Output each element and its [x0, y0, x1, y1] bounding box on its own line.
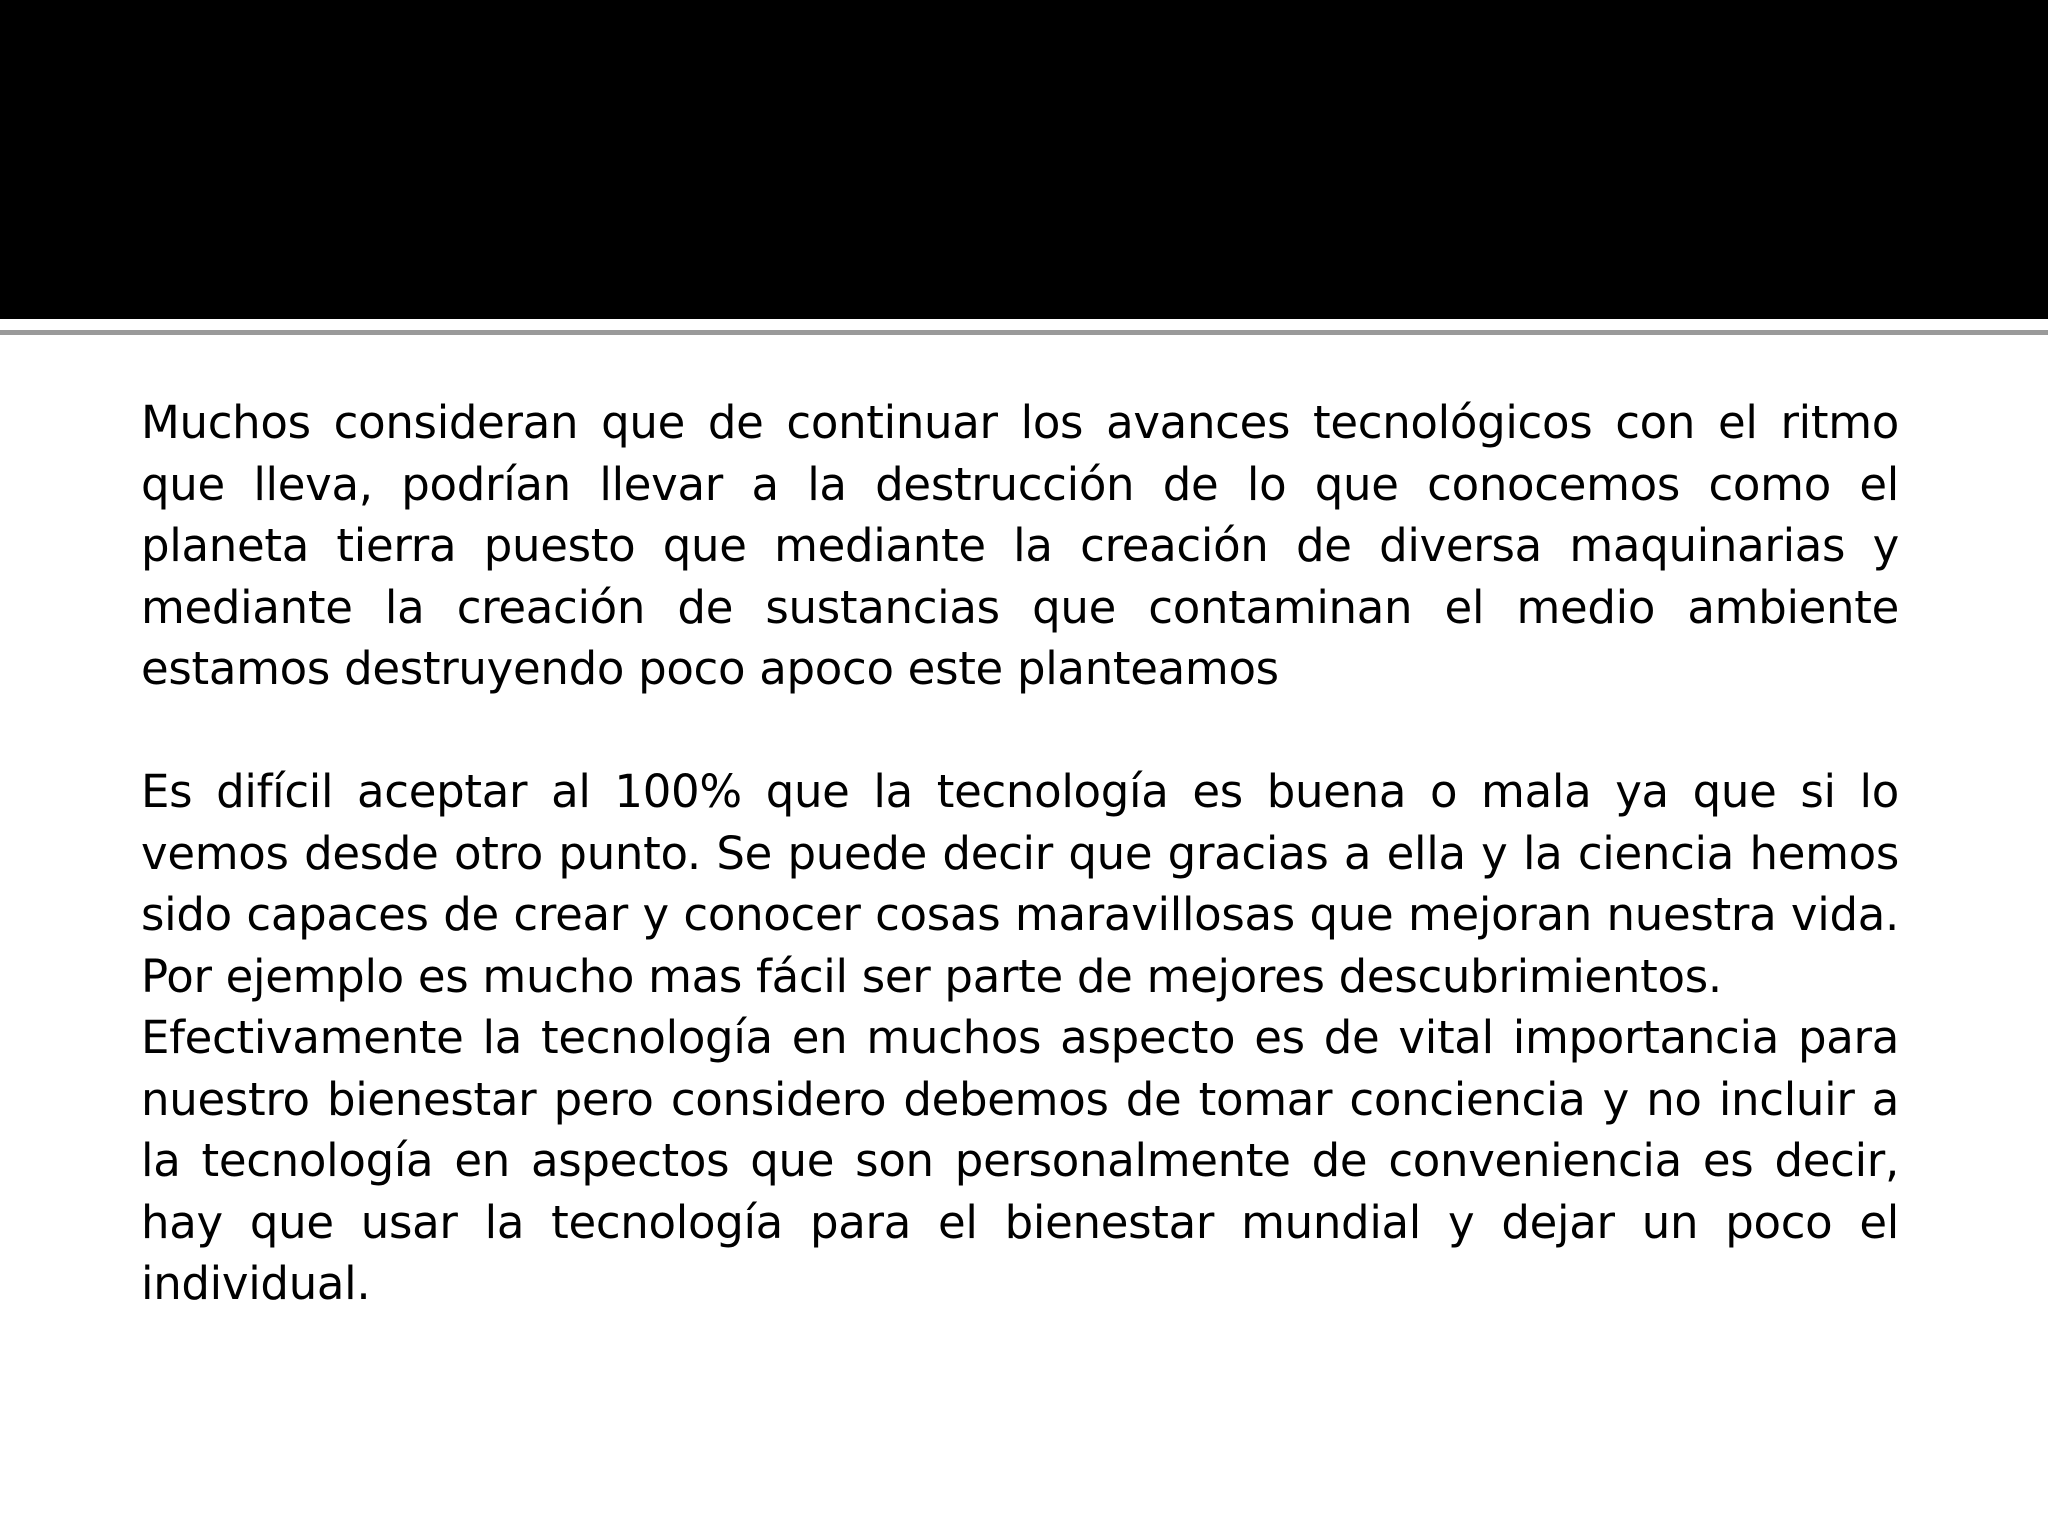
- paragraph-2: Es difícil aceptar al 100% que la tecnología es buena o mala ya que si lo vemos desde otro punto. Se puede decir que gracias a ella y la ciencia hemos sido capaces de crear y conocer cosas maravillosas que mejoran nuestra vida. Por ejemplo es mucho mas fácil ser parte de mejores descubrimientos.: [141, 765, 1899, 1003]
- paragraph-3: Efectivamente la tecnología en muchos aspecto es de vital importancia para nuestro bienestar pero considero debemos de tomar conciencia y no incluir a la tecnología en aspectos que son personalmente de conveniencia es decir, hay que usar la tecnología para el bienestar mundial y dejar un poco el individual.: [141, 1011, 1899, 1310]
- slide-body: [141, 392, 1899, 1315]
- paragraph-1: Muchos consideran que de continuar los avances tecnológicos con el ritmo que lleva, podrían llevar a la destrucción de lo que conocemos como el planeta tierra puesto que mediante la creación de diversa maquinarias y mediante la creación de sustancias que contaminan el medio ambiente estamos destruyendo poco apoco este planteamos: [141, 396, 1899, 695]
- paragraph-spacer: [141, 700, 1899, 762]
- title-band: [0, 0, 2048, 319]
- title-divider: [0, 330, 2048, 335]
